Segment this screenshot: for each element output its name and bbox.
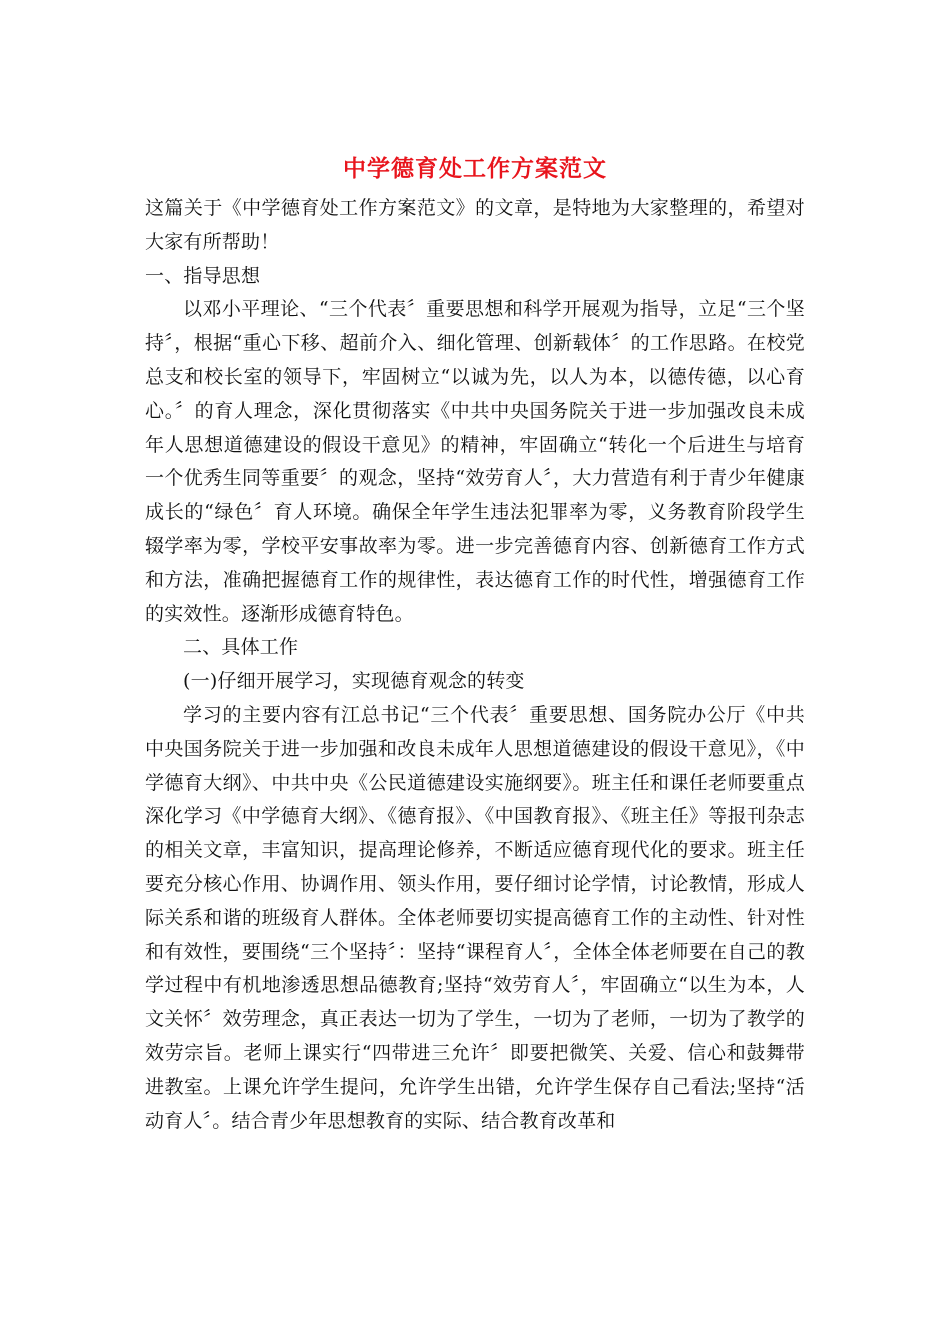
intro-paragraph: 这篇关于《中学德育处工作方案范文》的文章，是特地为大家整理的，希望对大家有所帮助！: [145, 197, 805, 253]
document-body: [145, 148, 805, 1138]
section-heading-guiding-thought: 一、指导思想: [145, 264, 261, 287]
document-title: 中学德育处工作方案范文: [343, 155, 607, 182]
subsection-heading-study: (一)仔细开展学习，实现德育观念的转变: [183, 670, 525, 693]
body-paragraph: 学习的主要内容有江总书记“三个代表〞重要思想、国务院办公厅《中共中央国务院关于进一步加强和改良未成年人思想道德建设的假设干意见》，《中学德育大纲》、中共中央《公民道德建设实施纲要》。班主任和课任老师要重点深化学习《中学德育大纲》、《德育报》、《中国教育报》、《班主任》等报刊杂志的相关文章，丰富知识，提高理论修养，不断适应德育现代化的要求。班主任要充分核心作用、协调作用、领头作用，要仔细讨论学情，讨论教情，形成人际关系和谐的班级育人群体。全体老师要切实提高德育工作的主动性、针对性和有效性，要围绕“三个坚持〞：坚持“课程育人〞，全体全体老师要在自己的教学过程中有机地渗透思想品德教育;坚持“效劳育人〞，牢固确立“以生为本，人文关怀〞效劳理念，真正表达一切为了学生，一切为了老师，一切为了教学的效劳宗旨。老师上课实行“四带进三允许〞即要把微笑、关爱、信心和鼓舞带进教室。上课允许学生提问，允许学生出错，允许学生保存自己看法;坚持“活动育人〞。结合青少年思想教育的实际、结合教育改革和: [145, 703, 805, 1132]
section-heading-specific-work: 二、具体工作: [183, 636, 299, 659]
body-paragraph: 以邓小平理论、“三个代表〞重要思想和科学开展观为指导，立足“三个坚持〞，根据“重心下移、超前介入、细化管理、创新载体〞的工作思路。在校党总支和校长室的领导下，牢固树立“以诚为先，以人为本，以德传德，以心育心。〞的育人理念，深化贯彻落实《中共中央国务院关于进一步加强改良未成年人思想道德建设的假设干意见》的精神，牢固确立“转化一个后进生与培育一个优秀生同等重要〞的观念，坚持“效劳育人〞，大力营造有利于青少年健康成长的“绿色〞育人环境。确保全年学生违法犯罪率为零，义务教育阶段学生辍学率为零，学校平安事故率为零。进一步完善德育内容、创新德育工作方式和方法，准确把握德育工作的规律性，表达德育工作的时代性，增强德育工作的实效性。逐渐形成德育特色。: [145, 298, 805, 625]
